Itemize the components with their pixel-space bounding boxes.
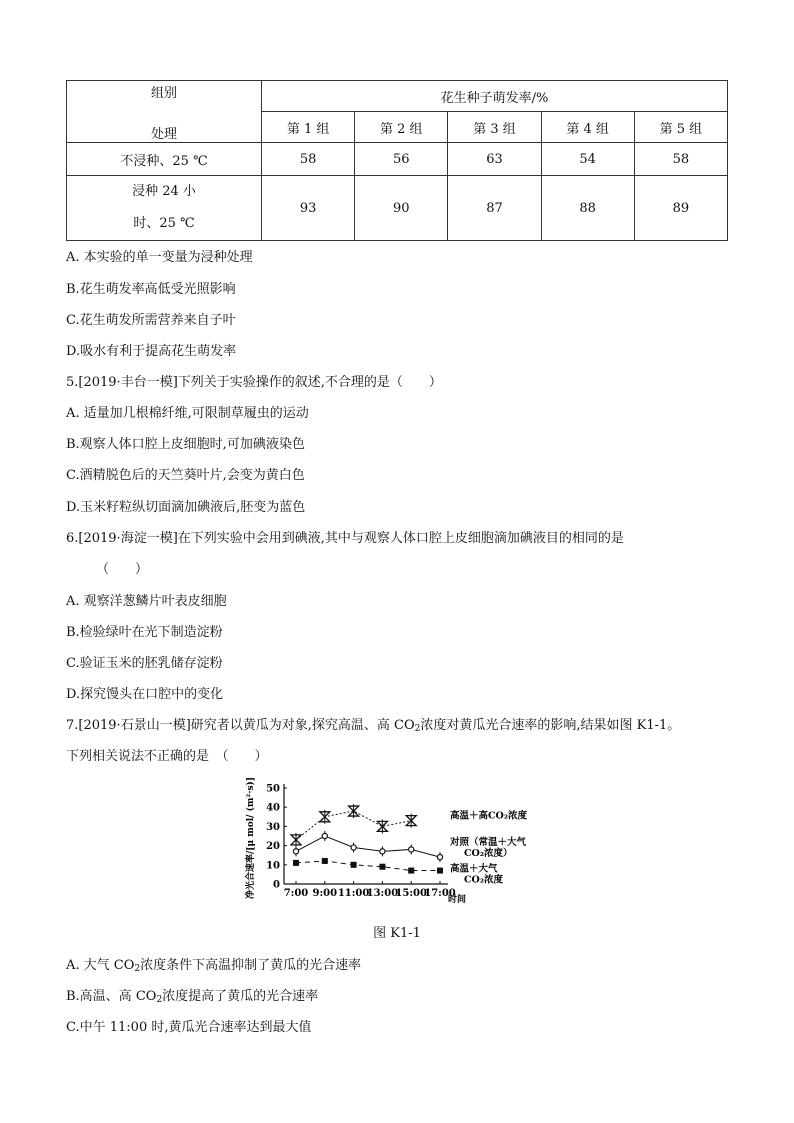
q7-option-a <box>66 954 361 974</box>
q4-option-d: D.吸水有利于提高花生萌发率 <box>66 344 237 359</box>
q6-option-a: A. 观察洋葱鳞片叶表皮细胞 <box>66 594 227 609</box>
x-tick-label: 13:00 <box>366 888 399 899</box>
table-cell: 93 <box>262 176 355 241</box>
q5-option-d: D.玉米籽粒纵切面滴加碘液后,胚变为蓝色 <box>66 500 306 515</box>
header-rate: 花生种子萌发率/% <box>262 81 728 112</box>
header-group-1: 第 1 组 <box>262 112 355 143</box>
q7-option-b-post: 浓度提高了黄瓜的光合速率 <box>162 989 319 1004</box>
table-cell: 89 <box>634 176 727 241</box>
y-axis-label: 净光合速率/[μ mol/ (m²·s)] <box>246 776 256 900</box>
table-row <box>67 143 728 176</box>
q5-stem: 5.[2019·丰台一模]下列关于实验操作的叙述,不合理的是（ ） <box>66 375 442 390</box>
data-point <box>322 833 327 838</box>
germination-table <box>66 80 728 241</box>
x-tick-label: 9:00 <box>312 888 338 899</box>
row-label-line2: 时、25 ℃ <box>133 216 195 231</box>
series-label: CO₂浓度） <box>464 848 513 860</box>
row-label <box>67 176 262 241</box>
co2-subscript: 2 <box>414 724 421 734</box>
figure-caption: 图 K1-1 <box>373 926 421 941</box>
data-point <box>379 864 385 870</box>
q4-option-c: C.花生萌发所需营养来自子叶 <box>66 313 236 328</box>
x-tick-label: 15:00 <box>395 888 427 899</box>
q7-stem <box>66 714 680 734</box>
x-axis-label: 时间 <box>448 895 467 905</box>
data-point <box>437 855 442 860</box>
q7-stem-part-b: 浓度对黄瓜光合速率的影响,结果如图 K1-1。 <box>420 718 681 733</box>
row-label-line1: 浸种 24 小 <box>132 184 196 199</box>
data-point <box>293 860 299 866</box>
photosynthesis-chart <box>244 774 564 914</box>
data-point <box>293 849 298 854</box>
y-tick-label: 50 <box>266 783 280 795</box>
co2-subscript: 2 <box>156 995 163 1005</box>
data-point <box>409 847 414 852</box>
data-point <box>351 862 357 868</box>
data-point <box>380 849 385 854</box>
series-label: 对照（常温＋大气 <box>450 837 527 849</box>
y-tick-label: 20 <box>266 841 280 853</box>
q7-option-c: C.中午 11:00 时,黄瓜光合速率达到最大值 <box>66 1020 312 1035</box>
table-cell: 58 <box>262 143 355 176</box>
q7-option-b <box>66 985 318 1005</box>
table-corner-header <box>67 81 262 143</box>
x-tick-label: 11:00 <box>337 888 370 899</box>
series-line <box>296 836 440 857</box>
y-tick-label: 0 <box>273 879 280 891</box>
table-cell: 87 <box>448 176 541 241</box>
header-group-3: 第 3 组 <box>448 112 541 143</box>
q7-option-b-pre: B.高温、高 CO <box>66 989 157 1004</box>
data-point <box>351 845 356 850</box>
table-cell: 58 <box>634 143 727 176</box>
q6-option-c: C.验证玉米的胚乳储存淀粉 <box>66 656 223 671</box>
q6-option-b: B.检验绿叶在光下制造淀粉 <box>66 625 223 640</box>
co2-subscript: 2 <box>134 964 141 974</box>
x-tick-label: 17:00 <box>424 888 456 899</box>
q5-option-a: A. 适量加几根棉纤维,可限制草履虫的运动 <box>66 406 309 421</box>
q4-option-b: B.花生萌发率高低受光照影响 <box>66 282 236 297</box>
table-cell: 63 <box>448 143 541 176</box>
y-tick-label: 30 <box>266 821 280 833</box>
header-group-4: 第 4 组 <box>541 112 634 143</box>
data-point <box>408 868 414 874</box>
series-label: CO₂浓度 <box>464 874 503 886</box>
data-point <box>437 868 443 874</box>
series-label: 高温＋高CO₂浓度 <box>450 810 527 822</box>
table-cell: 88 <box>541 176 634 241</box>
q7-option-a-pre: A. 大气 CO <box>66 958 135 973</box>
q6-option-d: D.探究馒头在口腔中的变化 <box>66 687 224 702</box>
q7-stem-part-a: 7.[2019·石景山一模]研究者以黄瓜为对象,探究高温、高 CO <box>66 718 415 733</box>
series-line <box>296 861 440 871</box>
series-label: 高温＋大气 <box>450 863 498 875</box>
q5-option-b: B.观察人体口腔上皮细胞时,可加碘液染色 <box>66 437 305 452</box>
table-cell: 90 <box>355 176 448 241</box>
y-tick-label: 40 <box>266 802 280 814</box>
data-point <box>322 858 328 864</box>
q4-option-a: A. 本实验的单一变量为浸种处理 <box>66 250 253 265</box>
row-label: 不浸种、25 ℃ <box>67 143 262 176</box>
table-cell: 56 <box>355 143 448 176</box>
y-tick-label: 10 <box>266 860 280 872</box>
q5-option-c: C.酒精脱色后的天竺葵叶片,会变为黄白色 <box>66 468 305 483</box>
q7-option-a-post: 浓度条件下高温抑制了黄瓜的光合速率 <box>140 958 362 973</box>
header-treatment-label: 处理 <box>150 126 177 142</box>
table-row <box>67 176 728 241</box>
q6-stem: 6.[2019·海淀一模]在下列实验中会用到碘液,其中与观察人体口腔上皮细胞滴加碘液目的相同的是 <box>66 531 624 546</box>
header-group-5: 第 5 组 <box>634 112 727 143</box>
header-group-2: 第 2 组 <box>355 112 448 143</box>
q7-stem-line2: 下列相关说法不正确的是 （ ） <box>66 749 268 764</box>
header-group-label: 组别 <box>150 85 177 101</box>
q6-blank: （ ） <box>96 562 149 577</box>
x-tick-label: 7:00 <box>283 888 309 899</box>
table-cell: 54 <box>541 143 634 176</box>
